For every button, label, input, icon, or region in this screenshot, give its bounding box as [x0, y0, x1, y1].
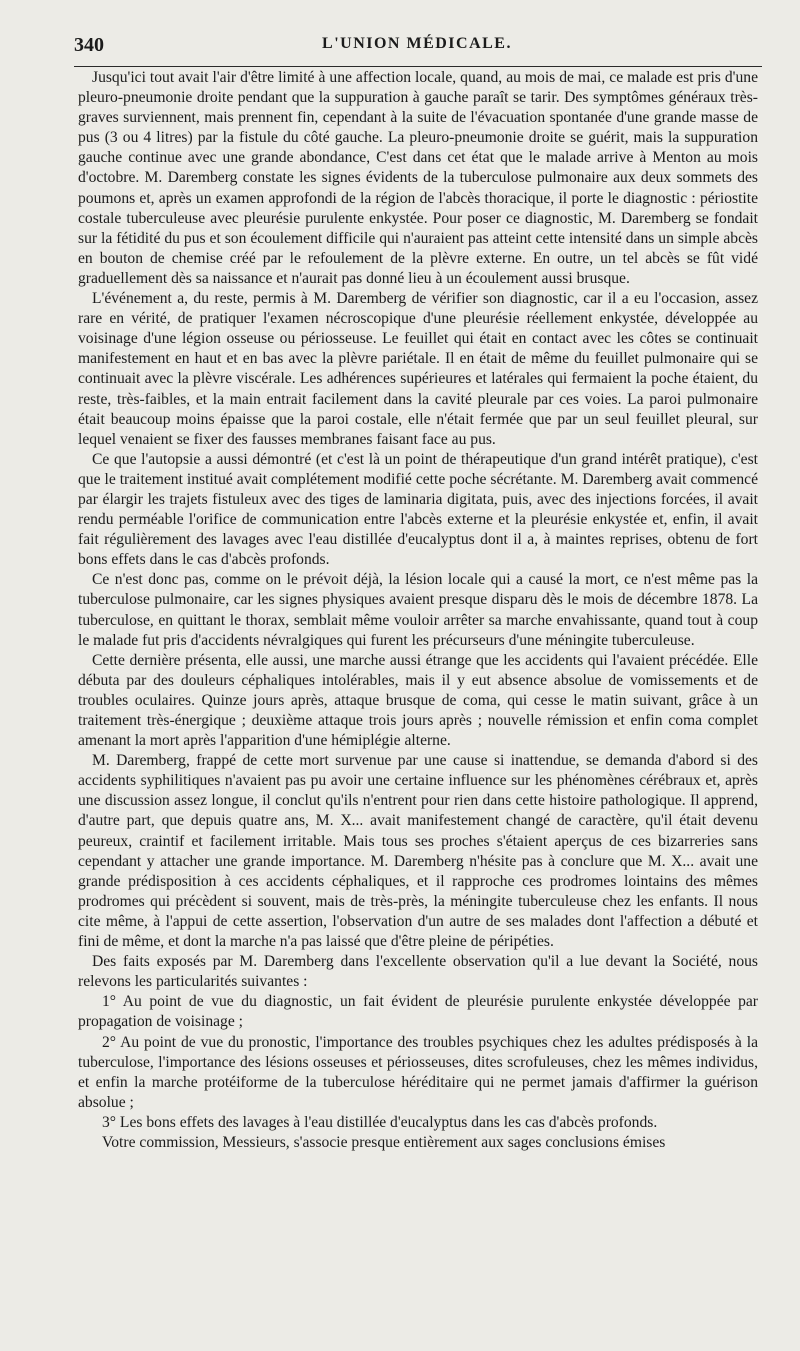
list-item: 2° Au point de vue du pronostic, l'importance des troubles psychiques chez les adultes prédisposés à la tuberculose, l'importance des lésions osseuses et périosseuses, dites scrofuleuses, chez les mêmes individus, et enfin la marche protéiforme de la tuberculose héréditaire qui ne permet jamais d'affirmer la guérison absolue ;: [78, 1033, 758, 1111]
paragraph: Jusqu'ici tout avait l'air d'être limité à une affection locale, quand, au mois de mai, ce malade est pris d'une pleuro-pneumonie droite pendant que la suppuration à gauche paraît se tarir. Des symptômes généraux très-graves surviennent, mais prennent fin, cependant à la suite de l'évacuation spontanée d'une grande masse de pus (3 ou 4 litres) par la fistule du côté gauche. La pleuro-pneumonie droite se guérit, mais la suppuration gauche continue avec une grande abondance, C'est dans cet état que le malade arrive à Menton au mois d'octobre. M. Daremberg constate les signes évidents de la tuberculose pulmonaire aux deux sommets des poumons et, après un examen approfondi de la région de l'abcès thoracique, il porte le diagnostic : périostite costale tuberculeuse avec pleurésie purulente enkystée. Pour poser ce diagnostic, M. Daremberg se fondait sur la fétidité du pus et son écoulement difficile qui n'auraient pas atteint cette intensité dans un simple abcès en bouton de chemise créé par le refoulement de la plèvre externe. En outre, un tel abcès se fût vidé graduellement dès sa naissance et n'aurait pas donné lieu à un écoulement aussi brusque.: [78, 69, 758, 287]
paragraph: Ce que l'autopsie a aussi démontré (et c'est là un point de thérapeutique d'un grand intérêt pratique), c'est que le traitement institué avait complétement modifié cette poche sécrétante. M. Daremberg avait commencé par élargir les trajets fistuleux avec des tiges de laminaria digitata, puis, avec des injections forcées, il avait rendu perméable l'orifice de communication entre l'abcès externe et la pleurésie enkystée et, enfin, il avait fait régulièrement des lavages avec l'eau distillée d'eucalyptus dont il a, à maintes reprises, obtenu de fort bons effets dans le cas d'abcès profonds.: [78, 450, 758, 569]
paragraph: Des faits exposés par M. Daremberg dans l'excellente observation qu'il a lue devant la Société, nous relevons les particularités suivantes :: [78, 953, 758, 991]
paragraph: Cette dernière présenta, elle aussi, une marche aussi étrange que les accidents qui l'avaient précédée. Elle débuta par des douleurs céphaliques intolérables, mais il y eut absence absolue de vomissements et de troubles oculaires. Quinze jours après, attaque brusque de coma, qui cesse le matin suivant, grâce à un traitement très-énergique ; deuxième attaque trois jours après ; nouvelle rémission et enfin coma complet amenant la mort après l'apparition d'une hémiplégie alterne.: [78, 651, 758, 750]
paragraph: M. Daremberg, frappé de cette mort survenue par une cause si inattendue, se demanda d'abord si des accidents syphilitiques n'avaient pas pu avoir une certaine influence sur les phénomènes cérébraux et, après une discussion assez longue, il conclut qu'ils n'entrent pour rien dans cette histoire pathologique. Il apprend, d'autre part, que depuis quatre ans, M. X... avait manifestement changé de caractère, qu'il était devenu peureux, craintif et facilement irritable. Mais tous ses proches s'étaient aperçus de ces bizarreries sans cependant y attacher une grande importance. M. Daremberg n'hésite pas à conclure que M. X... avait une grande prédisposition à ces accidents céphaliques, et il rapproche ces prodromes lointains des mêmes prodromes qui précèdent si souvent, mais de très-près, la méningite tuberculeuse chez les enfants. Il nous cite même, à l'appui de cette assertion, l'observation d'un autre de ses malades dont l'affection a débuté et fini de même, et dont la marche n'a pas laissé que d'être pleine de péripéties.: [78, 752, 758, 951]
list-item: 3° Les bons effets des lavages à l'eau distillée d'eucalyptus dans les cas d'abcès profonds.: [102, 1113, 658, 1131]
paragraph: L'événement a, du reste, permis à M. Daremberg de vérifier son diagnostic, car il a eu l'occasion, assez rare en vérité, de pratiquer l'examen nécroscopique d'une pleurésie réellement enkystée, développée au voisinage d'une légion osseuse ou périosseuse. Le feuillet qui était en contact avec les côtes se continuait manifestement en haut et en bas avec la plèvre pariétale. Il en était de même du feuillet pulmonaire qui se continuait avec la plèvre viscérale. Les adhérences supérieures et latérales qui fermaient la poche étaient, du reste, très-faibles, et la main entrait facilement dans la cavité pleurale par ces voies. La paroi pulmonaire était beaucoup moins épaisse que la paroi costale, elle n'était fermée que par un seul feuillet pleural, sur lequel venaient se fixer des fausses membranes faisant face au pus.: [78, 290, 758, 448]
journal-title: L'UNION MÉDICALE.: [322, 35, 512, 52]
page-number: 340: [74, 34, 104, 56]
paragraph: Ce n'est donc pas, comme on le prévoit déjà, la lésion locale qui a causé la mort, ce n'est même pas la tuberculose pulmonaire, car les signes physiques avaient presque disparu dès le mois de décembre 1878. La tuberculose, en quittant le thorax, semblait même vouloir arrêter sa marche envahissante, quand tout à coup le malade fut pris d'accidents névralgiques qui furent les précurseurs d'une méningite tuberculeuse.: [78, 571, 758, 649]
list-item: 1° Au point de vue du diagnostic, un fait évident de pleurésie purulente enkystée développée par propagation de voisinage ;: [78, 993, 758, 1031]
header-rule: [74, 66, 762, 67]
article-body: [78, 68, 758, 1153]
page-header: [74, 34, 760, 58]
paragraph: Votre commission, Messieurs, s'associe presque entièrement aux sages conclusions émises: [102, 1133, 666, 1151]
